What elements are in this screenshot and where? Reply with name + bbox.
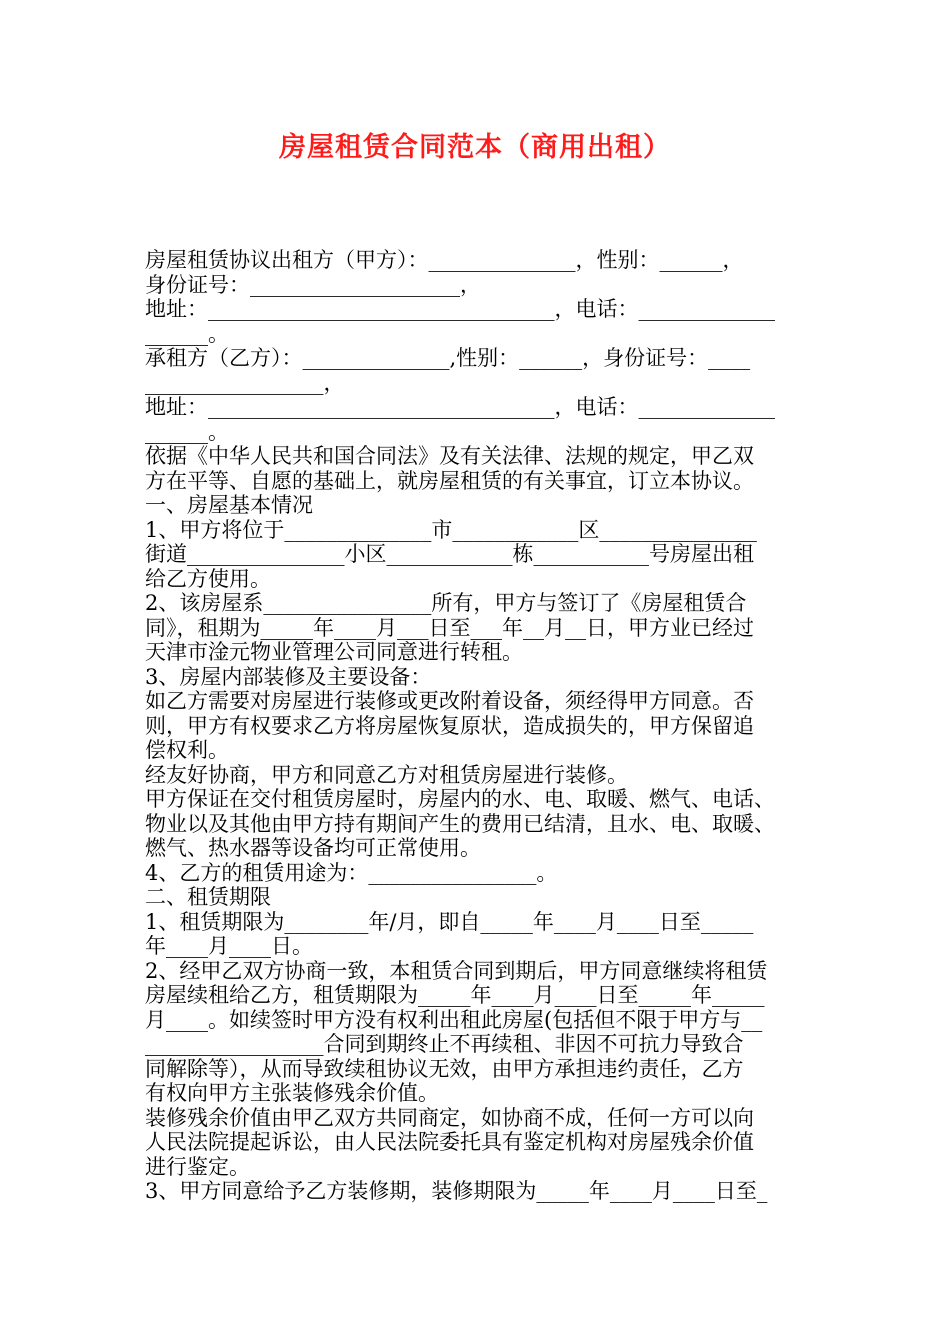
text-line: 如乙方需要对房屋进行装修或更改附着设备，须经得甲方同意。否 [145, 689, 754, 713]
text-line: 地址：_________________________________，电话：_____________ [145, 297, 775, 321]
text-line: 方在平等、自愿的基础上，就房屋租赁的有关事宜，订立本协议。 [145, 468, 754, 493]
text-line: 依据《中华人民共和国合同法》及有关法律、法规的规定，甲乙双 [145, 444, 754, 468]
document-body [145, 248, 813, 1204]
text-line: _________________， [145, 370, 345, 395]
text-line: 物业以及其他由甲方持有期间产生的费用已结清，且水、电、取暖、 [145, 811, 775, 836]
text-line: 偿权利。 [145, 738, 229, 762]
text-line: 地址：_________________________________，电话：_____________ [145, 395, 775, 419]
text-line: 1、租赁期限为________年/月，即自_____年____月____日至_____ [145, 909, 754, 934]
text-line: 燃气、热水器等设备均可正常使用。 [145, 836, 481, 860]
text-line: 月____。如续签时甲方没有权利出租此房屋(包括但不限于甲方与__ [145, 1007, 763, 1032]
text-line: 2、该房屋系________________所有，甲方与签订了《房屋租赁合 [145, 591, 747, 615]
text-line: 甲方保证在交付租赁房屋时，房屋内的水、电、取暖、燃气、电话、 [145, 787, 775, 811]
text-line: 2、经甲乙双方协商一致，本租赁合同到期后，甲方同意继续将租赁 [145, 958, 768, 983]
text-line: 有权向甲方主张装修残余价值。 [145, 1081, 439, 1105]
text-line: _________________合同到期终止不再续租、非因不可抗力导致合 [145, 1032, 744, 1056]
text-line: 二、租赁期限 [145, 885, 271, 909]
text-line: ______。 [145, 321, 229, 346]
text-line: 房屋续租给乙方，租赁期限为_____年____月____日至_____年_____ [145, 983, 765, 1007]
text-line: 同》，租期为_____年____月___日至___年__月__日，甲方业已经过 [145, 615, 754, 640]
text-line: 经友好协商，甲方和同意乙方对租赁房屋进行装修。 [145, 762, 628, 787]
text-line: 给乙方使用。 [145, 566, 271, 591]
text-line: 进行鉴定。 [145, 1154, 250, 1179]
text-line: 身份证号：____________________， [145, 272, 481, 297]
text-line: 年____月____日。 [145, 934, 313, 958]
document-title: 房屋租赁合同范本（商用出租） [279, 132, 671, 163]
text-line: 3、甲方同意给予乙方装修期，装修期限为_____年____月____日至_ [145, 1179, 768, 1203]
text-line: 3、房屋内部装修及主要设备： [145, 664, 432, 689]
text-line: 街道_______________小区____________栋___________号房屋出租 [145, 542, 754, 566]
text-line: 则，甲方有权要求乙方将房屋恢复原状，造成损失的，甲方保留追 [145, 713, 754, 738]
text-line: 天津市淦元物业管理公司同意进行转租。 [145, 640, 523, 664]
text-line: 4、乙方的租赁用途为：________________。 [145, 860, 558, 885]
text-line: ______。 [145, 419, 229, 444]
text-line: 装修残余价值由甲乙双方共同商定，如协商不成，任何一方可以向 [145, 1105, 754, 1130]
text-line: 人民法院提起诉讼，由人民法院委托具有鉴定机构对房屋残余价值 [145, 1130, 754, 1154]
text-line: 一、房屋基本情况 [145, 493, 313, 517]
text-line: 承租方（乙方）：______________,性别：______，身份证号：____ [145, 346, 751, 370]
text-line: 1、甲方将位于______________市____________区_______________ [145, 517, 757, 542]
text-line: 房屋租赁协议出租方（甲方）：______________，性别：______， [145, 248, 744, 272]
text-line: 同解除等），从而导致续租协议无效，由甲方承担违约责任，乙方 [145, 1056, 744, 1081]
